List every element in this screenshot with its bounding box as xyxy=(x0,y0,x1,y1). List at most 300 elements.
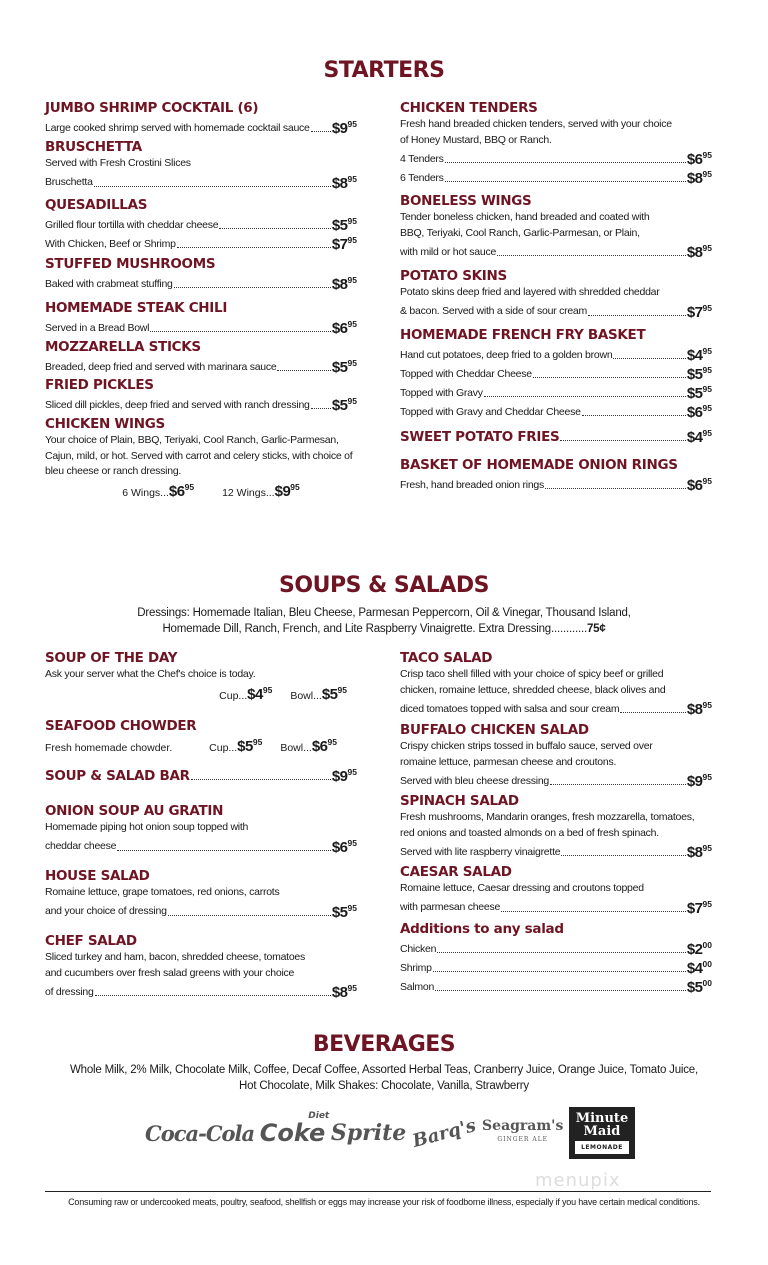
item-name: CHEF SALAD xyxy=(45,933,137,949)
price xyxy=(687,770,712,789)
price-dollars: $5 xyxy=(686,385,703,402)
price xyxy=(687,897,712,916)
size-prices xyxy=(45,735,357,757)
price-cents: 95 xyxy=(702,302,712,313)
footer-divider xyxy=(45,1191,711,1192)
price-dollars: $8 xyxy=(686,701,703,718)
dot-leader xyxy=(311,408,331,409)
price-dollars: $5 xyxy=(331,397,348,414)
menu-item-fried-pickles xyxy=(45,376,357,413)
price-cents: 95 xyxy=(347,396,357,406)
dot-leader xyxy=(620,712,685,713)
item-name: STUFFED MUSHROOMS xyxy=(45,256,216,272)
item-price-row xyxy=(400,938,712,957)
price xyxy=(687,167,712,186)
size-label: Bowl... xyxy=(280,742,312,754)
row-text: bleu cheese or ranch dressing. xyxy=(45,465,182,477)
item-description: Fresh homemade chowder. xyxy=(45,742,173,754)
row-text: Your choice of Plain, BBQ, Teriyaki, Cool Ranch, Garlic-Parmesan, xyxy=(45,434,339,446)
price-cents: 95 xyxy=(347,767,357,777)
item-price-row xyxy=(45,117,357,136)
size-label: 6 Wings... xyxy=(122,486,169,499)
price-cents: 95 xyxy=(184,481,195,492)
row-text: Topped with Cheddar Cheese xyxy=(400,367,532,380)
price xyxy=(332,317,357,336)
row-text: Fresh, hand breaded onion rings xyxy=(400,478,545,491)
item-description xyxy=(400,133,712,149)
dot-leader xyxy=(588,315,686,316)
price-cents: 95 xyxy=(347,983,357,993)
price-dollars: $6 xyxy=(331,320,348,337)
row-text: Served with lite raspberry vinaigrette xyxy=(400,845,561,858)
item-price-row xyxy=(400,363,712,382)
price-dollars: $8 xyxy=(686,244,703,261)
menu-item-stuffed-mushrooms xyxy=(45,255,357,292)
row-text: With Chicken, Beef or Shrimp xyxy=(45,237,176,250)
row-text: of dressing xyxy=(45,985,94,998)
price-cents: 95 xyxy=(347,119,357,129)
price-dollars: $6 xyxy=(168,482,185,500)
item-price-row xyxy=(400,897,712,916)
price-dollars: $9 xyxy=(331,768,348,785)
item-description xyxy=(400,826,712,842)
row-text: 6 Tenders xyxy=(400,171,444,184)
price-cents: 95 xyxy=(347,837,357,848)
brand-logos xyxy=(145,1108,635,1158)
item-description xyxy=(45,156,357,172)
item-description xyxy=(400,285,712,301)
item-price-row xyxy=(45,233,357,252)
price-dollars: $5 xyxy=(686,979,703,996)
row-text: Breaded, deep fried and served with marinara sauce xyxy=(45,360,277,373)
row-text: Chicken xyxy=(400,942,437,955)
beverages-line-2: Hot Chocolate, Milk Shakes: Chocolate, Vanilla, Strawberry xyxy=(239,1080,529,1092)
price-dollars: $8 xyxy=(331,984,348,1001)
item-price-row xyxy=(45,317,357,336)
price-cents: 95 xyxy=(290,481,300,492)
price xyxy=(687,841,712,860)
dot-leader xyxy=(545,488,686,489)
row-text: Fresh mushrooms, Mandarin oranges, fresh mozzarella, tomatoes, xyxy=(400,811,695,823)
diet-coke-text: Coke xyxy=(259,1119,326,1147)
price-cents: 95 xyxy=(347,275,357,285)
menu-item-taco-salad xyxy=(400,649,712,717)
price-dollars: $7 xyxy=(686,303,703,321)
menu-item-onion-soup-au-gratin xyxy=(45,802,357,855)
beverages-title: BEVERAGES xyxy=(312,1032,456,1057)
dot-leader xyxy=(501,911,686,912)
food-safety-disclaimer: Consuming raw or undercooked meats, poultry, seafood, shellfish or eggs may increase your risk of foodborne illness, especially if you have certain medical conditions. xyxy=(68,1197,700,1207)
price xyxy=(687,426,712,445)
item-price-row xyxy=(400,957,712,976)
item-price-row xyxy=(400,167,712,186)
item-price-row xyxy=(400,241,712,260)
size-price-option xyxy=(290,683,347,705)
row-text: red onions and toasted almonds on a bed of fresh spinach. xyxy=(400,826,659,839)
minute-maid-text: Minute Maid xyxy=(575,1111,629,1139)
price xyxy=(687,344,712,363)
dot-leader xyxy=(150,331,331,332)
row-text: Romaine lettuce, grape tomatoes, red onions, carrots xyxy=(45,886,280,898)
item-price-row xyxy=(400,301,712,320)
menu-item-jumbo-shrimp-cocktail-6 xyxy=(45,99,357,136)
price-cents: 95 xyxy=(702,365,712,375)
price-cents: 95 xyxy=(702,898,712,909)
barqs-logo: Barq's xyxy=(410,1114,479,1152)
price-dollars: $5 xyxy=(331,217,348,234)
row-text: Served in a Bread Bowl xyxy=(45,321,150,334)
price xyxy=(332,356,357,375)
price-dollars: $5 xyxy=(331,903,348,921)
price-cents: 95 xyxy=(347,902,357,913)
menu-item-spinach-salad xyxy=(400,792,712,860)
row-text: Romaine lettuce, Caesar dressing and croutons topped xyxy=(400,882,644,894)
row-text: Sliced turkey and ham, bacon, shredded cheese, tomatoes xyxy=(45,951,305,963)
menu-item-boneless-wings xyxy=(400,192,712,260)
row-text: Baked with crabmeat stuffing xyxy=(45,277,173,290)
price xyxy=(687,698,712,717)
price-dollars: $4 xyxy=(686,960,703,977)
item-name: CHICKEN WINGS xyxy=(45,416,165,432)
size-price-option xyxy=(280,735,337,757)
row-text: diced tomatoes topped with salsa and sour cream xyxy=(400,702,620,715)
price xyxy=(332,901,357,920)
dot-leader xyxy=(437,952,686,953)
row-text: Fresh hand breaded chicken tenders, served with your choice xyxy=(400,118,672,130)
item-name: CHICKEN TENDERS xyxy=(400,100,538,116)
dressings-info xyxy=(0,605,768,637)
price xyxy=(332,214,357,233)
dot-leader xyxy=(433,971,686,972)
row-text: cheddar cheese xyxy=(45,840,117,852)
item-price-row xyxy=(400,841,712,860)
menu-item-buffalo-chicken-salad xyxy=(400,721,712,789)
item-description xyxy=(45,449,357,465)
menu-item-homemade-steak-chili xyxy=(45,299,357,336)
dot-leader xyxy=(484,396,686,397)
row-text: Cajun, mild, or hot. Served with carrot and celery sticks, with choice of xyxy=(45,449,353,462)
price xyxy=(687,363,712,382)
price-dollars: $9 xyxy=(274,482,291,500)
item-name: SEAFOOD CHOWDER xyxy=(45,718,197,734)
price-dollars: $9 xyxy=(331,120,348,137)
row-text: 4 Tenders xyxy=(400,152,444,165)
row-text: romaine lettuce, parmesan cheese and croutons. xyxy=(400,755,617,768)
price-dollars: $8 xyxy=(331,174,348,192)
menu-item-chef-salad xyxy=(45,932,357,1000)
item-name: BRUSCHETTA xyxy=(45,139,142,155)
price-cents: 95 xyxy=(702,169,712,179)
price xyxy=(332,273,357,292)
item-price-row xyxy=(45,356,357,375)
item-name: HOMEMADE FRENCH FRY BASKET xyxy=(400,327,646,343)
menu-item-house-salad xyxy=(45,867,357,920)
item-description xyxy=(400,210,712,226)
price-cents: 95 xyxy=(702,843,712,853)
size-label: 12 Wings... xyxy=(222,486,275,499)
item-price-row xyxy=(45,214,357,233)
row-text: Hand cut potatoes, deep fried to a golden brown xyxy=(400,348,613,361)
row-text: Homemade piping hot onion soup topped with xyxy=(45,821,249,833)
row-text: Grilled flour tortilla with cheddar cheese xyxy=(45,218,219,231)
dot-leader xyxy=(561,855,686,856)
seagrams-text: Seagram's xyxy=(482,1118,564,1134)
price xyxy=(687,241,712,260)
item-description xyxy=(45,885,357,901)
item-name: CAESAR SALAD xyxy=(400,864,512,880)
price-dollars: $4 xyxy=(686,429,703,446)
price xyxy=(332,172,357,191)
seagrams-logo xyxy=(482,1119,563,1147)
row-text: Sliced dill pickles, deep fried and served with ranch dressing xyxy=(45,398,310,411)
price-cents: 95 xyxy=(347,358,357,368)
row-text: Served with bleu cheese dressing xyxy=(400,774,550,787)
price-dollars: $8 xyxy=(331,276,348,293)
price-dollars: $7 xyxy=(686,899,703,917)
menu-item-sweet-potato-fries xyxy=(400,426,712,445)
menu-item-basket-of-homemade-onion-rings xyxy=(400,456,712,493)
item-name: QUESADILLAS xyxy=(45,197,148,213)
item-description xyxy=(400,881,712,897)
dot-leader xyxy=(191,779,331,780)
item-price-row xyxy=(45,765,357,784)
item-price-row xyxy=(400,401,712,420)
price-cents: 95 xyxy=(702,476,712,486)
beverages-list xyxy=(0,1062,768,1094)
row-text: Tender boneless chicken, hand breaded and coated with xyxy=(400,211,650,223)
price-dollars: $8 xyxy=(686,844,703,861)
item-name: BONELESS WINGS xyxy=(400,193,532,209)
item-name: SPINACH SALAD xyxy=(400,793,519,809)
price-dollars: $6 xyxy=(686,477,703,494)
row-text: Crispy chicken strips tossed in buffalo sauce, served over xyxy=(400,740,653,752)
menu-item-potato-skins xyxy=(400,267,712,320)
extra-dressing-price: 75¢ xyxy=(586,623,606,635)
row-text: of Honey Mustard, BBQ or Ranch. xyxy=(400,133,552,146)
dot-leader xyxy=(219,228,331,229)
price-dollars: $6 xyxy=(331,838,348,856)
size-label: Bowl... xyxy=(290,689,322,702)
price-dollars: $7 xyxy=(331,236,348,253)
dot-leader xyxy=(174,287,331,288)
row-text: chicken, romaine lettuce, shredded cheese, black olives and xyxy=(400,683,666,696)
item-description xyxy=(45,667,357,683)
coca-cola-logo: Coca-Cola xyxy=(145,1120,255,1146)
row-text: BBQ, Teriyaki, Cool Ranch, Garlic-Parmesan, or Plain, xyxy=(400,226,640,239)
price xyxy=(687,401,712,420)
dot-leader xyxy=(550,784,686,785)
minute-maid-sub: LEMONADE xyxy=(575,1141,629,1154)
row-text: Served with Fresh Crostini Slices xyxy=(45,157,191,169)
item-description xyxy=(45,966,357,982)
price xyxy=(332,394,357,413)
item-name: HOUSE SALAD xyxy=(45,868,150,884)
price-cents: 95 xyxy=(702,150,712,160)
menu-item-mozzarella-sticks xyxy=(45,338,357,375)
item-description xyxy=(400,667,712,683)
dot-leader xyxy=(277,370,330,371)
soups-salads-title: SOUPS & SALADS xyxy=(279,573,489,598)
item-description xyxy=(400,739,712,755)
row-text: Potato skins deep fried and layered with shredded cheddar xyxy=(400,286,660,298)
row-text: & bacon. Served with a side of sour cream xyxy=(400,305,588,317)
item-price-row xyxy=(400,344,712,363)
price-cents: 95 xyxy=(702,243,712,253)
item-price-row xyxy=(400,698,712,717)
price-cents: 95 xyxy=(347,216,357,226)
row-text: with mild or hot sauce xyxy=(400,245,497,258)
item-price-row xyxy=(45,273,357,292)
price-dollars: $5 xyxy=(686,366,703,383)
price xyxy=(687,938,712,957)
item-price-row xyxy=(45,901,357,920)
price-dollars: $6 xyxy=(686,151,703,168)
item-name: SOUP & SALAD BAR xyxy=(45,767,190,784)
price-cents: 95 xyxy=(347,235,357,245)
price-dollars: $9 xyxy=(686,773,703,790)
menu-item-bruschetta xyxy=(45,138,357,191)
price xyxy=(687,474,712,493)
price-dollars: $8 xyxy=(686,170,703,187)
diet-text: Diet xyxy=(308,1111,330,1121)
price xyxy=(247,686,272,703)
item-description xyxy=(400,683,712,699)
item-name: FRIED PICKLES xyxy=(45,377,154,393)
size-price-option xyxy=(219,683,272,705)
price xyxy=(687,148,712,167)
dot-leader xyxy=(445,181,686,182)
dot-leader xyxy=(95,995,331,996)
price-cents: 95 xyxy=(702,772,712,782)
item-description xyxy=(400,117,712,133)
row-text: and your choice of dressing xyxy=(45,905,167,917)
price-cents: 95 xyxy=(702,700,712,710)
dot-leader xyxy=(177,247,331,248)
price-cents: 95 xyxy=(347,319,357,329)
price-dollars: $5 xyxy=(237,738,253,755)
price-cents: 00 xyxy=(702,978,712,988)
item-name: ONION SOUP AU GRATIN xyxy=(45,803,224,819)
row-text: Topped with Gravy and Cheddar Cheese xyxy=(400,405,581,418)
row-text: Shrimp xyxy=(400,961,432,974)
price xyxy=(332,117,357,136)
row-text: Large cooked shrimp served with homemade cocktail sauce xyxy=(45,121,310,134)
row-text: Salmon xyxy=(400,980,435,993)
price xyxy=(312,738,337,755)
menu-item-caesar-salad xyxy=(400,863,712,916)
menu-item-homemade-french-fry-basket xyxy=(400,326,712,420)
price xyxy=(275,483,300,500)
row-text: Topped with Gravy xyxy=(400,386,483,399)
price-cents: 95 xyxy=(702,403,712,413)
menupix-watermark: menupix xyxy=(535,1170,621,1191)
price-cents: 95 xyxy=(337,684,347,695)
item-name: HOMEMADE STEAK CHILI xyxy=(45,300,228,316)
price xyxy=(687,957,712,976)
price xyxy=(237,738,262,755)
item-name: MOZZARELLA STICKS xyxy=(45,339,201,355)
price xyxy=(322,686,347,703)
price xyxy=(332,233,357,252)
seagrams-sub: GINGER ALE xyxy=(497,1136,549,1143)
size-price-option xyxy=(222,480,300,502)
menu-item-seafood-chowder xyxy=(45,717,357,757)
price xyxy=(169,483,194,500)
item-price-row xyxy=(45,981,357,1000)
item-description xyxy=(400,810,712,826)
size-price-option xyxy=(209,735,262,757)
menu-item-chicken-wings xyxy=(45,415,357,502)
minute-maid-logo xyxy=(569,1107,635,1159)
row-text: with parmesan cheese xyxy=(400,901,501,913)
dot-leader xyxy=(117,850,331,851)
item-price-row xyxy=(45,394,357,413)
price-cents: 95 xyxy=(327,737,337,747)
starters-title: STARTERS xyxy=(323,58,445,83)
dot-leader xyxy=(311,131,331,132)
item-description xyxy=(400,226,712,242)
price-dollars: $2 xyxy=(686,941,703,958)
item-description xyxy=(45,950,357,966)
row-text: Bruschetta xyxy=(45,176,93,188)
dot-leader xyxy=(497,255,686,256)
menu-item-soup-of-the-day xyxy=(45,649,357,705)
price-cents: 95 xyxy=(262,684,273,695)
price-dollars: $5 xyxy=(321,685,338,703)
size-label: Cup... xyxy=(219,689,248,702)
dressings-line-2: Homemade Dill, Ranch, French, and Lite Raspberry Vinaigrette. Extra Dressing............ xyxy=(162,623,587,635)
menu-item-additions-to-any-salad xyxy=(400,920,712,995)
dot-leader xyxy=(560,440,685,441)
item-name: BASKET OF HOMEMADE ONION RINGS xyxy=(400,457,678,473)
price-dollars: $6 xyxy=(311,738,328,755)
item-name: SWEET POTATO FRIES xyxy=(400,428,560,445)
row-text: and cucumbers over fresh salad greens with your choice xyxy=(45,966,295,979)
dot-leader xyxy=(168,915,331,916)
item-name: Additions to any salad xyxy=(400,921,564,937)
dot-leader xyxy=(445,162,686,163)
price-dollars: $4 xyxy=(686,347,703,364)
price-cents: 95 xyxy=(702,384,712,394)
price xyxy=(332,765,357,784)
item-price-row xyxy=(400,474,712,493)
price-cents: 00 xyxy=(702,940,712,950)
price-cents: 00 xyxy=(702,959,712,969)
item-name: SOUP OF THE DAY xyxy=(45,650,178,666)
size-prices xyxy=(45,683,357,705)
beverages-line-1: Whole Milk, 2% Milk, Chocolate Milk, Coffee, Decaf Coffee, Assorted Herbal Teas, Cranberry Juice, Orange Juice, Tomato Juice, xyxy=(69,1064,699,1076)
item-name: BUFFALO CHICKEN SALAD xyxy=(400,722,589,738)
menu-item-chicken-tenders xyxy=(400,99,712,186)
item-description xyxy=(45,464,357,480)
price-dollars: $4 xyxy=(247,685,263,703)
price xyxy=(687,976,712,995)
price xyxy=(332,981,357,1000)
price xyxy=(687,382,712,401)
price-cents: 95 xyxy=(347,173,357,184)
price-cents: 95 xyxy=(252,737,263,747)
item-description xyxy=(45,820,357,836)
item-description xyxy=(45,433,357,449)
item-price-row xyxy=(400,148,712,167)
row-text: Ask your server what the Chef's choice is today. xyxy=(45,668,256,680)
menu-item-quesadillas xyxy=(45,196,357,252)
price-cents: 95 xyxy=(702,428,712,438)
dressings-line-1: Dressings: Homemade Italian, Bleu Cheese, Parmesan Peppercorn, Oil & Vinegar, Thousand Island, xyxy=(137,607,631,619)
dot-leader xyxy=(435,990,686,991)
dot-leader xyxy=(613,358,685,359)
item-name: TACO SALAD xyxy=(400,650,493,666)
